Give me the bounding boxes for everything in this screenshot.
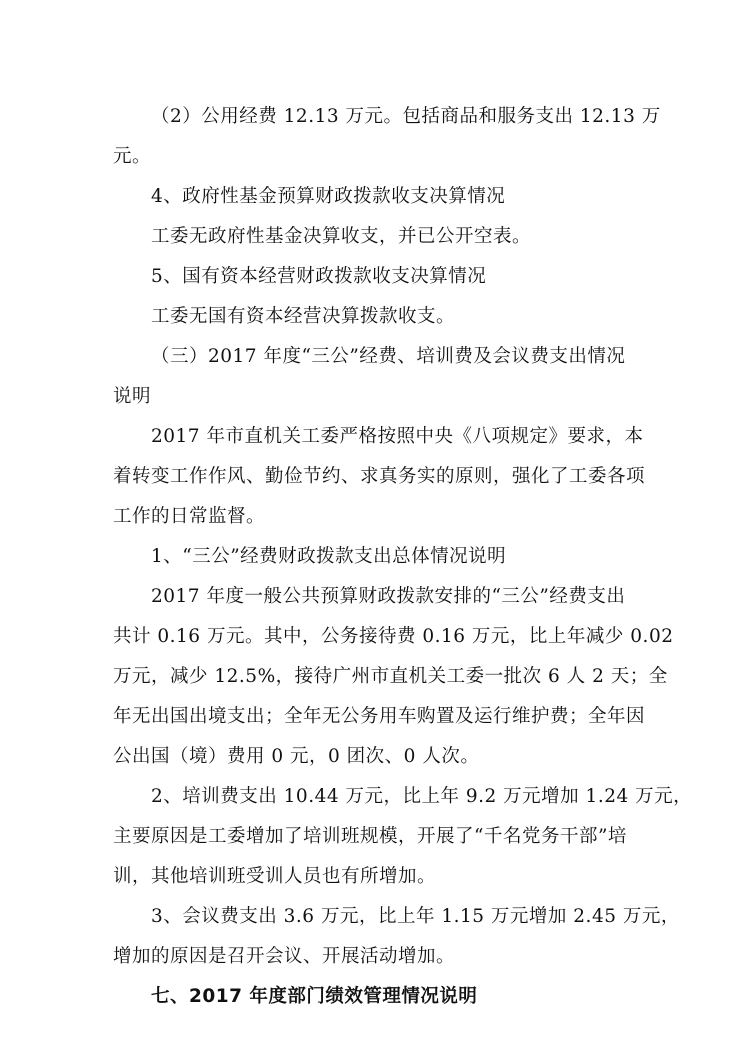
subsection-heading: 5、国有资本经营财政拨款收支决算情况 [151, 266, 487, 287]
paragraph-line: 公出国（境）费用 0 元，0 团次、0 人次。 [113, 746, 480, 767]
paragraph-line: 年无出国出境支出；全年无公务用车购置及运行维护费；全年因 [113, 706, 646, 727]
paragraph-line: （2）公用经费 12.13 万元。包括商品和服务支出 12.13 万 [151, 106, 661, 127]
subsection-heading: 4、政府性基金预算财政拨款收支决算情况 [151, 186, 506, 207]
paragraph-line: 2017 年度一般公共预算财政拨款安排的“三公”经费支出 [151, 586, 626, 607]
subsection-heading: 1、“三公”经费财政拨款支出总体情况说明 [151, 546, 507, 567]
paragraph-line: 着转变工作作风、勤俭节约、求真务实的原则，强化了工委各项 [113, 466, 646, 487]
section-heading: （三）2017 年度“三公”经费、培训费及会议费支出情况 [151, 346, 626, 367]
paragraph-line: 2、培训费支出 10.44 万元，比上年 9.2 万元增加 1.24 万元， [151, 786, 693, 807]
paragraph-line: 主要原因是工委增加了培训班规模，开展了“千名党务干部”培 [113, 826, 627, 847]
paragraph-line: 元。 [113, 146, 152, 167]
chapter-heading: 七、2017 年度部门绩效管理情况说明 [151, 986, 478, 1007]
paragraph-line: 工作的日常监督。 [113, 506, 266, 527]
paragraph-line: 训，其他培训班受训人员也有所增加。 [113, 866, 437, 887]
paragraph-line: 2017 年市直机关工委严格按照中央《八项规定》要求，本 [151, 426, 644, 447]
section-heading: 说明 [113, 386, 152, 407]
paragraph-line: 增加的原因是召开会议、开展活动增加。 [113, 946, 456, 967]
paragraph-line: 万元，减少 12.5%，接待广州市直机关工委一批次 6 人 2 天；全 [113, 666, 668, 687]
paragraph-line: 工委无政府性基金决算收支，并已公开空表。 [151, 226, 532, 247]
paragraph-line: 3、会议费支出 3.6 万元，比上年 1.15 万元增加 2.45 万元， [151, 906, 680, 927]
paragraph-line: 共计 0.16 万元。其中，公务接待费 0.16 万元，比上年减少 0.02 [113, 626, 674, 647]
paragraph-line: 工委无国有资本经营决算拨款收支。 [151, 306, 456, 327]
